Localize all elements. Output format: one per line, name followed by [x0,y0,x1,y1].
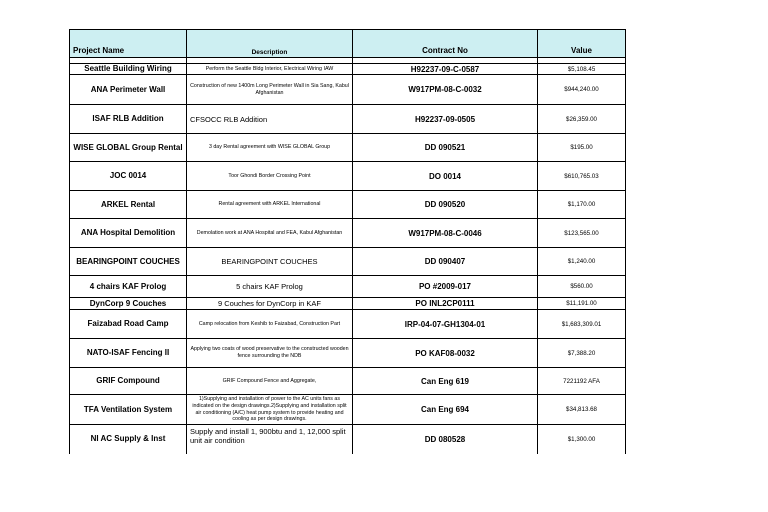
project-name: ARKEL Rental [70,191,187,219]
description: 5 chairs KAF Prolog [187,276,353,298]
contract-no: PO #2009-017 [353,276,538,298]
description: Demolation work at ANA Hospital and FEA, Kabul Afghanistan [187,219,353,248]
table-row [70,425,626,454]
description: Applying two coats of wood preservative to the constructed wooden fence surrounding the NDB [187,339,353,368]
contract-no: DD 090407 [353,248,538,276]
table-row [70,75,626,105]
description: 3 day Rental agreement with WISE GLOBAL Group [187,134,353,162]
contract-no: PO KAF08-0032 [353,339,538,368]
description: Perform the Seattle Bldg Interior, Electrical Wiring IAW [187,64,353,75]
description: CFSOCC RLB Addition [187,105,353,134]
value: $34,813.68 [538,395,626,425]
project-name: 4 chairs KAF Prolog [70,276,187,298]
value: $1,170.00 [538,191,626,219]
contract-no: W917PM-08-C-0046 [353,219,538,248]
value: $26,359.00 [538,105,626,134]
contract-no: Can Eng 619 [353,368,538,395]
value: $123,565.00 [538,219,626,248]
description: 9 Couches for DynCorp in KAF [187,298,353,310]
table-row [70,105,626,134]
project-name: NATO-ISAF Fencing II [70,339,187,368]
project-name: ANA Perimeter Wall [70,75,187,105]
header-contract-no: Contract No [353,30,538,58]
value: $944,240.00 [538,75,626,105]
contract-no: DD 090520 [353,191,538,219]
contract-no: PO INL2CP0111 [353,298,538,310]
project-name: BEARINGPOINT COUCHES [70,248,187,276]
project-name: Faizabad Road Camp [70,310,187,339]
description: GRIF Compound Fence and Aggregate, [187,368,353,395]
project-name: ISAF RLB Addition [70,105,187,134]
description: Camp relocation from Keshib to Faizabad, Construction Part [187,310,353,339]
table-row [70,162,626,191]
table-row [70,64,626,75]
value: $1,300.00 [538,425,626,454]
project-name: Seattle Building Wiring [70,64,187,75]
contract-no: W917PM-08-C-0032 [353,75,538,105]
contract-no: DD 080528 [353,425,538,454]
table-row [70,134,626,162]
table-row [70,368,626,395]
contracts-table [69,29,626,454]
table-row [70,395,626,425]
contract-no: IRP-04-07-GH1304-01 [353,310,538,339]
table-row [70,339,626,368]
table-row [70,310,626,339]
value: $7,388.20 [538,339,626,368]
contract-no: H92237-09-C-0587 [353,64,538,75]
description: Toor Ghondi Border Crossing Point [187,162,353,191]
table-row [70,191,626,219]
table-row [70,248,626,276]
value: $1,240.00 [538,248,626,276]
table-row [70,276,626,298]
contract-no: DD 090521 [353,134,538,162]
value: $610,765.03 [538,162,626,191]
value: $5,108.45 [538,64,626,75]
project-name: NI AC Supply & Inst [70,425,187,454]
table-row [70,219,626,248]
value: $1,683,309.01 [538,310,626,339]
project-name: DynCorp 9 Couches [70,298,187,310]
value: $11,191.00 [538,298,626,310]
contract-no: H92237-09-0505 [353,105,538,134]
description: BEARINGPOINT COUCHES [187,248,353,276]
table-row [70,298,626,310]
value: 7221192 AFA [538,368,626,395]
project-name: ANA Hospital Demolition [70,219,187,248]
project-name: JOC 0014 [70,162,187,191]
project-name: GRIF Compound [70,368,187,395]
description: Rental agreement with ARKEL International [187,191,353,219]
value: $195.00 [538,134,626,162]
header-project-name: Project Name [70,30,187,58]
project-name: WISE GLOBAL Group Rental [70,134,187,162]
contract-no: Can Eng 694 [353,395,538,425]
project-name: TFA Ventilation System [70,395,187,425]
header-row [70,30,626,58]
contract-no: DO 0014 [353,162,538,191]
description: Supply and install 1, 900btu and 1, 12,000 split unit air condition [187,425,353,454]
value: $560.00 [538,276,626,298]
description: 1)Supplying and installation of power to the AC units fans as indicated on the design drawings.2)Supplying and installation split air conditioning (A/C) heat pump system to provide heating and cooling as per design drawings. [187,395,353,425]
description: Construction of new 1400m Long Perimeter Wall in Sia Sang, Kabul Afghanistan [187,75,353,105]
header-value: Value [538,30,626,58]
header-description: Description [187,30,353,58]
